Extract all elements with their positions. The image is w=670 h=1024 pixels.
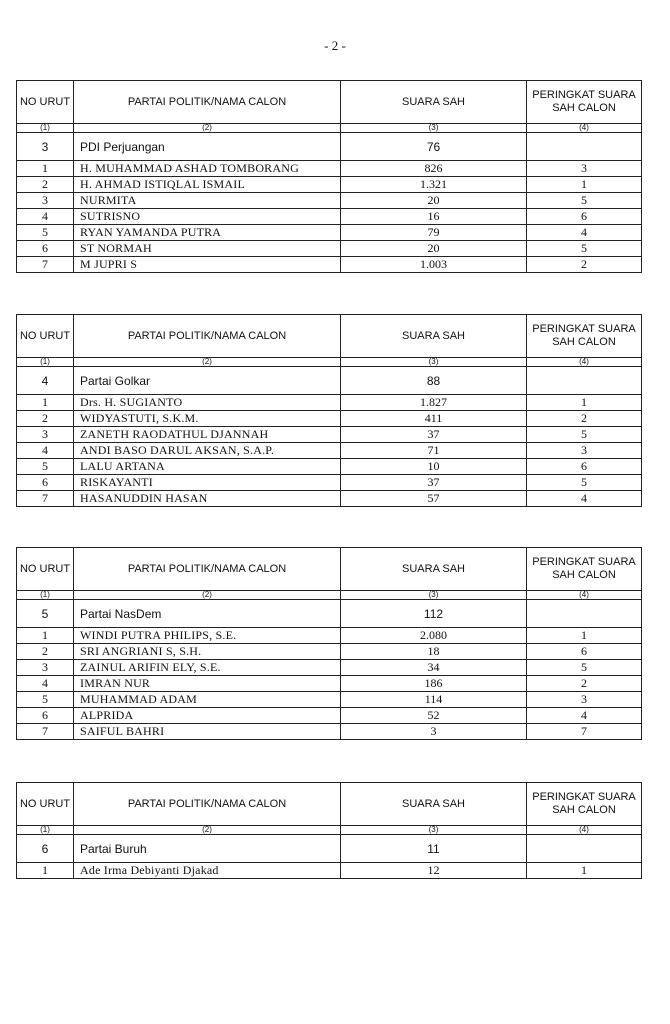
candidate-name: LALU ARTANA	[74, 459, 341, 475]
header-partai: PARTAI POLITIK/NAMA CALON	[74, 548, 341, 591]
candidate-no: 1	[17, 628, 74, 644]
table-row	[17, 241, 642, 257]
candidate-name: WINDI PUTRA PHILIPS, S.E.	[74, 628, 341, 644]
candidate-votes: 114	[341, 692, 527, 708]
party-no: 3	[17, 133, 74, 161]
candidate-name: ZAINUL ARIFIN ELY, S.E.	[74, 660, 341, 676]
party-votes: 11	[341, 835, 527, 863]
candidate-name: HASANUDDIN HASAN	[74, 491, 341, 507]
candidate-rank: 5	[527, 427, 642, 443]
candidate-no: 7	[17, 491, 74, 507]
table-row	[17, 676, 642, 692]
candidate-no: 5	[17, 225, 74, 241]
vote-table	[16, 547, 642, 740]
candidate-no: 6	[17, 475, 74, 491]
col-number: (4)	[527, 358, 642, 367]
candidate-no: 1	[17, 863, 74, 879]
header-row	[17, 783, 642, 826]
candidate-rank: 4	[527, 225, 642, 241]
table-row	[17, 225, 642, 241]
candidate-votes: 20	[341, 193, 527, 209]
table-row	[17, 708, 642, 724]
col-number: (1)	[17, 358, 74, 367]
candidate-no: 4	[17, 209, 74, 225]
candidate-votes: 37	[341, 427, 527, 443]
header-no-urut: NO URUT	[17, 315, 74, 358]
party-name: Partai NasDem	[74, 600, 341, 628]
col-number: (4)	[527, 124, 642, 133]
candidate-rank: 4	[527, 708, 642, 724]
table-row	[17, 863, 642, 879]
party-row	[17, 133, 642, 161]
candidate-rank: 1	[527, 863, 642, 879]
candidate-name: ALPRIDA	[74, 708, 341, 724]
header-peringkat: PERINGKAT SUARA SAH CALON	[527, 315, 642, 358]
candidate-name: SRI ANGRIANI S, S.H.	[74, 644, 341, 660]
table-row	[17, 459, 642, 475]
candidate-rank: 2	[527, 676, 642, 692]
candidate-rank: 3	[527, 692, 642, 708]
col-number: (4)	[527, 826, 642, 835]
header-suara: SUARA SAH	[341, 548, 527, 591]
col-number: (3)	[341, 124, 527, 133]
party-votes: 88	[341, 367, 527, 395]
candidate-votes: 1.003	[341, 257, 527, 273]
party-no: 5	[17, 600, 74, 628]
table-row	[17, 161, 642, 177]
header-suara: SUARA SAH	[341, 315, 527, 358]
col-number: (2)	[74, 358, 341, 367]
table-row	[17, 692, 642, 708]
candidate-no: 7	[17, 257, 74, 273]
candidate-no: 4	[17, 443, 74, 459]
header-partai: PARTAI POLITIK/NAMA CALON	[74, 315, 341, 358]
col-number: (4)	[527, 591, 642, 600]
col-number: (2)	[74, 591, 341, 600]
candidate-votes: 20	[341, 241, 527, 257]
candidate-rank: 3	[527, 161, 642, 177]
header-no-urut: NO URUT	[17, 548, 74, 591]
candidate-rank: 7	[527, 724, 642, 740]
candidate-rank: 6	[527, 644, 642, 660]
table-row	[17, 193, 642, 209]
candidate-no: 2	[17, 644, 74, 660]
candidate-rank: 3	[527, 443, 642, 459]
header-partai: PARTAI POLITIK/NAMA CALON	[74, 81, 341, 124]
col-number: (3)	[341, 826, 527, 835]
party-name: PDI Perjuangan	[74, 133, 341, 161]
candidate-name: NURMITA	[74, 193, 341, 209]
candidate-name: ANDI BASO DARUL AKSAN, S.A.P.	[74, 443, 341, 459]
candidate-no: 5	[17, 459, 74, 475]
party-row	[17, 600, 642, 628]
candidate-name: Drs. H. SUGIANTO	[74, 395, 341, 411]
candidate-no: 1	[17, 395, 74, 411]
candidate-votes: 37	[341, 475, 527, 491]
header-no-urut: NO URUT	[17, 783, 74, 826]
col-number: (3)	[341, 358, 527, 367]
header-suara: SUARA SAH	[341, 81, 527, 124]
party-row	[17, 367, 642, 395]
table-row	[17, 491, 642, 507]
candidate-votes: 71	[341, 443, 527, 459]
candidate-rank: 1	[527, 177, 642, 193]
table-row	[17, 475, 642, 491]
table-row	[17, 395, 642, 411]
candidate-votes: 57	[341, 491, 527, 507]
header-peringkat: PERINGKAT SUARA SAH CALON	[527, 81, 642, 124]
candidate-name: SAIFUL BAHRI	[74, 724, 341, 740]
table-row	[17, 724, 642, 740]
column-number-row	[17, 124, 642, 133]
table-row	[17, 209, 642, 225]
party-rank	[527, 600, 642, 628]
candidate-votes: 12	[341, 863, 527, 879]
col-number: (1)	[17, 826, 74, 835]
candidate-rank: 1	[527, 628, 642, 644]
candidate-votes: 34	[341, 660, 527, 676]
candidate-votes: 3	[341, 724, 527, 740]
party-no: 4	[17, 367, 74, 395]
candidate-name: Ade Irma Debiyanti Djakad	[74, 863, 341, 879]
table-row	[17, 644, 642, 660]
candidate-votes: 79	[341, 225, 527, 241]
col-number: (1)	[17, 124, 74, 133]
candidate-no: 5	[17, 692, 74, 708]
table-row	[17, 411, 642, 427]
header-suara: SUARA SAH	[341, 783, 527, 826]
vote-table	[16, 782, 642, 879]
table-row	[17, 660, 642, 676]
candidate-name: ST NORMAH	[74, 241, 341, 257]
table-row	[17, 443, 642, 459]
party-no: 6	[17, 835, 74, 863]
vote-table	[16, 314, 642, 507]
candidate-no: 2	[17, 411, 74, 427]
candidate-votes: 18	[341, 644, 527, 660]
candidate-name: ZANETH RAODATHUL DJANNAH	[74, 427, 341, 443]
column-number-row	[17, 591, 642, 600]
candidate-rank: 5	[527, 241, 642, 257]
candidate-votes: 186	[341, 676, 527, 692]
candidate-no: 3	[17, 193, 74, 209]
candidate-no: 2	[17, 177, 74, 193]
candidate-rank: 5	[527, 193, 642, 209]
column-number-row	[17, 358, 642, 367]
candidate-no: 7	[17, 724, 74, 740]
candidate-name: RYAN YAMANDA PUTRA	[74, 225, 341, 241]
header-partai: PARTAI POLITIK/NAMA CALON	[74, 783, 341, 826]
candidate-rank: 6	[527, 459, 642, 475]
candidate-votes: 10	[341, 459, 527, 475]
table-row	[17, 427, 642, 443]
candidate-name: MUHAMMAD ADAM	[74, 692, 341, 708]
candidate-no: 1	[17, 161, 74, 177]
page-number: - 2 -	[324, 38, 346, 53]
table-row	[17, 257, 642, 273]
header-row	[17, 548, 642, 591]
candidate-votes: 1.321	[341, 177, 527, 193]
candidate-votes: 16	[341, 209, 527, 225]
header-peringkat: PERINGKAT SUARA SAH CALON	[527, 548, 642, 591]
header-row	[17, 81, 642, 124]
col-number: (1)	[17, 591, 74, 600]
candidate-rank: 1	[527, 395, 642, 411]
header-peringkat: PERINGKAT SUARA SAH CALON	[527, 783, 642, 826]
candidate-no: 3	[17, 427, 74, 443]
party-name: Partai Buruh	[74, 835, 341, 863]
party-votes: 112	[341, 600, 527, 628]
candidate-votes: 2.080	[341, 628, 527, 644]
col-number: (2)	[74, 826, 341, 835]
party-row	[17, 835, 642, 863]
header-no-urut: NO URUT	[17, 81, 74, 124]
col-number: (2)	[74, 124, 341, 133]
candidate-name: RISKAYANTI	[74, 475, 341, 491]
column-number-row	[17, 826, 642, 835]
party-name: Partai Golkar	[74, 367, 341, 395]
candidate-name: WIDYASTUTI, S.K.M.	[74, 411, 341, 427]
candidate-name: H. AHMAD ISTIQLAL ISMAIL	[74, 177, 341, 193]
party-votes: 76	[341, 133, 527, 161]
vote-table	[16, 80, 642, 273]
candidate-rank: 2	[527, 411, 642, 427]
table-row	[17, 628, 642, 644]
candidate-rank: 6	[527, 209, 642, 225]
candidate-rank: 5	[527, 660, 642, 676]
candidate-no: 3	[17, 660, 74, 676]
party-rank	[527, 367, 642, 395]
table-row	[17, 177, 642, 193]
candidate-no: 4	[17, 676, 74, 692]
candidate-votes: 52	[341, 708, 527, 724]
col-number: (3)	[341, 591, 527, 600]
candidate-name: M JUPRI S	[74, 257, 341, 273]
header-row	[17, 315, 642, 358]
candidate-votes: 826	[341, 161, 527, 177]
candidate-name: SUTRISNO	[74, 209, 341, 225]
candidate-votes: 411	[341, 411, 527, 427]
party-rank	[527, 133, 642, 161]
candidate-rank: 5	[527, 475, 642, 491]
candidate-rank: 4	[527, 491, 642, 507]
candidate-votes: 1.827	[341, 395, 527, 411]
candidate-no: 6	[17, 241, 74, 257]
candidate-name: IMRAN NUR	[74, 676, 341, 692]
candidate-no: 6	[17, 708, 74, 724]
party-rank	[527, 835, 642, 863]
candidate-name: H. MUHAMMAD ASHAD TOMBORANG	[74, 161, 341, 177]
candidate-rank: 2	[527, 257, 642, 273]
